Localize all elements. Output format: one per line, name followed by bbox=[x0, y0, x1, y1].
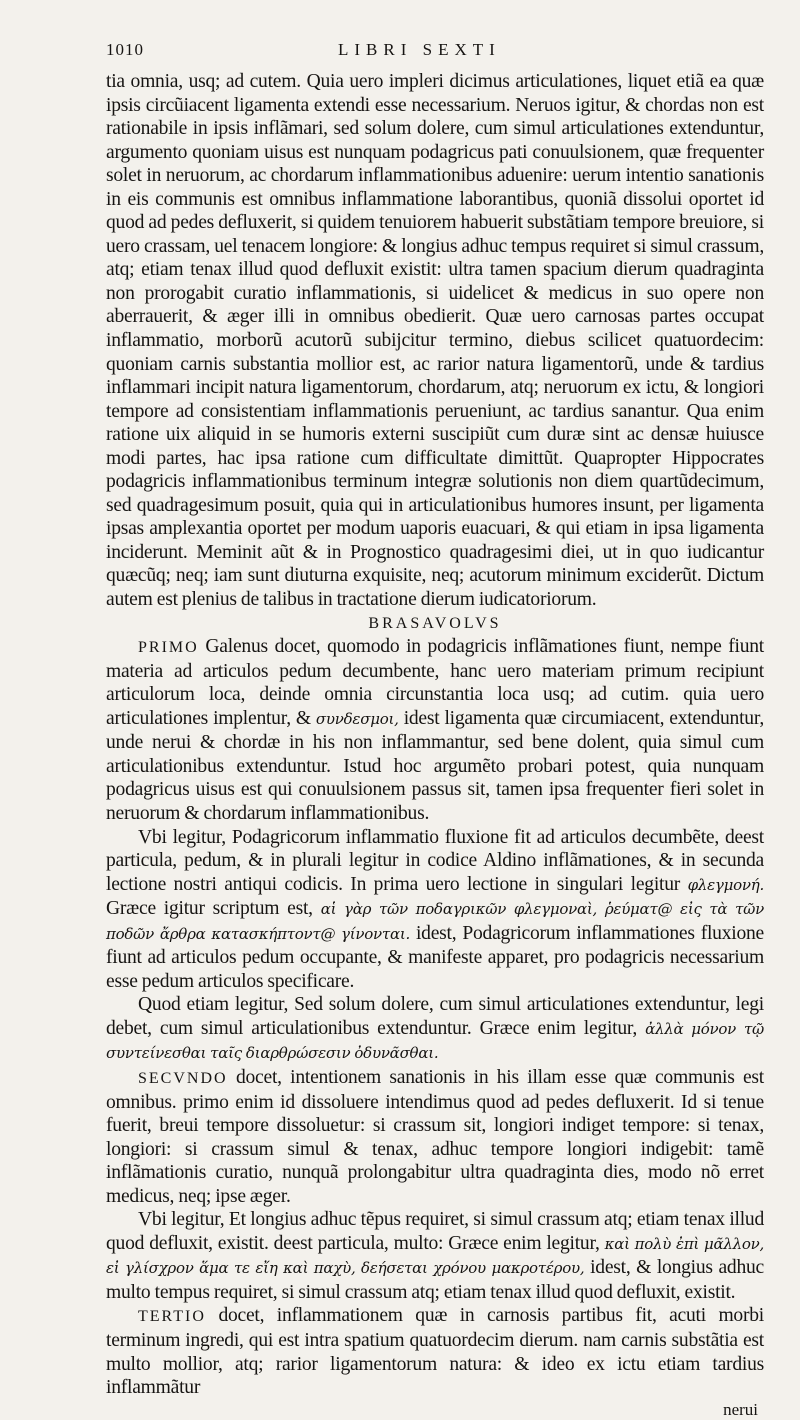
section-marker: SECVNDO bbox=[138, 1069, 228, 1087]
commentary-text: docet, intentionem sanationis in his illam esse quæ communis est omnibus. primo enim id dissoluere intendimus quod ad pedes defluxerit. Id si tenue fuerit, breui tempore dissoluetur: si crassum sit, longiori indiget tempore: si tenax, longiori: si crassum simul & tenax, adhuc tempore longiori indigebit: tamẽ inflãmationis curatio, nunquã prolongabitur ultra quadraginta dies, modo nõ erret medicus, neq; ipse æger. bbox=[106, 1066, 764, 1207]
section-marker: TERTIO bbox=[138, 1308, 206, 1326]
section-heading: BRASAVOLVS bbox=[368, 614, 502, 632]
greek-term: φλεγμονή. bbox=[687, 875, 764, 894]
commentary-text: Galenus docet, quomodo in podagricis inflãmationes fiunt, nempe fiunt materia ad articulos pedum decumbente, hanc uero materiam primum recipiunt articulorum loca, deinde omnia circunstantia loca usq; ad cutim. quia uero articulationes implentur, & bbox=[106, 636, 765, 729]
commentary-text: docet, inflammationem quæ in carnosis partibus fit, acuti morbi terminum ingredi, qui est intra spatium quatuordecim dierum. nam carnis substãtia est multo mollior, atq; rarior ligamentorum natura: & ideo ex ictu etiam tardius inflammãtur bbox=[106, 1305, 764, 1399]
commentary-reading-3 bbox=[106, 1208, 764, 1304]
commentary-reading-2 bbox=[106, 993, 764, 1066]
commentary-text: idest, Podagricorum inflammationes fluxione fiunt ad articulos pedum occupante, & manifeste apparet, pro podagricis necessarium esse pedum articulos specificare. bbox=[106, 922, 764, 992]
commentary-primo bbox=[106, 635, 764, 825]
section-marker: PRIMO bbox=[138, 639, 199, 657]
commentary-text: Græce igitur scriptum est, bbox=[106, 898, 313, 920]
commentary-text: idest ligamenta quæ circumiacent, extenduntur, unde nerui & chordæ in his non inflammantur, sed bene dolent, quia simul cum articulationibus extenduntur. Istud hoc argumẽto probari potest, quia nunquam podagricus uisus est qui conuulsionem passus sit, tamen ipsa frequenter fieri solet in neruorum & chordarum inflammationibus. bbox=[106, 707, 764, 824]
commentary-text: Vbi legitur, Et longius adhuc tẽpus requiret, si simul crassum atq; etiam tenax illud quod defluxit, existit. deest particula, multo: Græce enim legitur, bbox=[106, 1209, 764, 1254]
commentary-text: idest, & longius adhuc multo tempus requiret, si simul crassum atq; etiam tenax illud quod defluxit, existit. bbox=[106, 1257, 764, 1303]
body-text bbox=[106, 70, 764, 1400]
greek-quote: καὶ πολὺ ἐπὶ μᾶλλον, εἰ γλίσχρον ἅμα τε εἴη καὶ παχὺ, δεήσεται χρόνου μακροτέρου, bbox=[106, 1234, 764, 1278]
commentary-tertio bbox=[106, 1304, 764, 1399]
commentary-text: Quod etiam legitur, Sed solum dolere, cum simul articulationes extenduntur, legi debet, cum simul articulationibus extenduntur. Græce enim legitur, bbox=[106, 994, 764, 1039]
page-number: 1010 bbox=[106, 40, 144, 59]
commentary-reading-1 bbox=[106, 826, 764, 994]
running-head bbox=[106, 40, 764, 70]
greek-quote: αἱ γὰρ τῶν ποδαγρικῶν φλεγμοναὶ, ῥεύματ@ εἰς τὰ τῶν ποδῶν ἄρθρα κατασκήπτοντ@ γίνονται. bbox=[106, 900, 764, 943]
greek-term: συνδεσμοι, bbox=[315, 709, 399, 728]
greek-quote: ἀλλὰ μόνον τῷ συντείνεσθαι ταῖς διαρθρώσεσιν ὀδυνᾶσθαι. bbox=[106, 1019, 764, 1063]
commentary-text: Vbi legitur, Podagricorum inflammatio fluxione fit ad articulos decumbẽte, deest particula, pedum, & in plurali legitur in codice Aldino inflãmationes, & in secunda lectione nostri antiqui codicis. In prima uero lectione in singulari legitur bbox=[106, 826, 764, 895]
commentary-secundo bbox=[106, 1066, 764, 1208]
running-title: LIBRI SEXTI bbox=[338, 40, 501, 59]
galen-paragraph: tia omnia, usq; ad cutem. Quia uero impleri dicimus articulationes, liquet etiã ea quæ ipsis circũiacent ligamenta extendi esse necessarium. Neruos igitur, & chordas non est rationabile in ipsis inflãmari, sed solum dolere, cum simul articulationes extenduntur, argumento quoniam uisus est nunquam podagricus pati conuulsionem, quæ frequenter solet in neruorum, ac chordarum inflammationibus aduenire: uerum intentio sanationis in eis communis est omnibus inflammatione laborantibus, quoniã dissolui oportet id quod ad pedes defluxerit, si quidem tenuiorem habuerit substãtiam tempore breuiore, si uero crassam, uel tenacem longiore: & longius adhuc tempus requiret si simul crassum, atq; etiam tenax illud quod defluxit existit: ultra tamen spacium dierum quadraginta non prorogabit curatio inflammationis, si uidelicet & medicus in suo opere non aberrauerit, & æger illi in omnibus obedierit. Quæ uero carnosas partes occupat inflammatio, morborũ acutorũ subijcitur termino, diebus scilicet quatuordecim: quoniam carnis substantia mollior est, ac rarior natura ligamentorũ, unde & tardius inflammari incipit natura ligamentorum, chordarum, atq; neruorum ex ictu, & longiori tempore ad consistentiam inflammationis perueniunt, ac tardius sanantur. Qua enim ratione uix aliquid in se humoris externi suscipiũt cum duræ sint ac densæ huiusce modi partes, hac ipsa ratione cum difficultate dimittũt. Quapropter Hippocrates podagricis inflammationibus terminum integræ solutionis non diem quartũdecimum, sed quadragesimum posuit, quia qui in articulationibus humores insunt, per ligamenta ipsas amplexantia oportet per modum uaporis euacuari, & qui etiam in ipsa ligamenta inciderunt. Meminit aũt & in Prognostico quadragesimi diei, ut in quo iudicantur quæcũq; neq; iam sunt diuturna exquisite, neq; acutorum minimum exciderũt. Dictum autem est plenius de talibus in tractatione dierum iudicatoriorum. bbox=[106, 71, 764, 611]
catchword: nerui bbox=[723, 1399, 758, 1419]
